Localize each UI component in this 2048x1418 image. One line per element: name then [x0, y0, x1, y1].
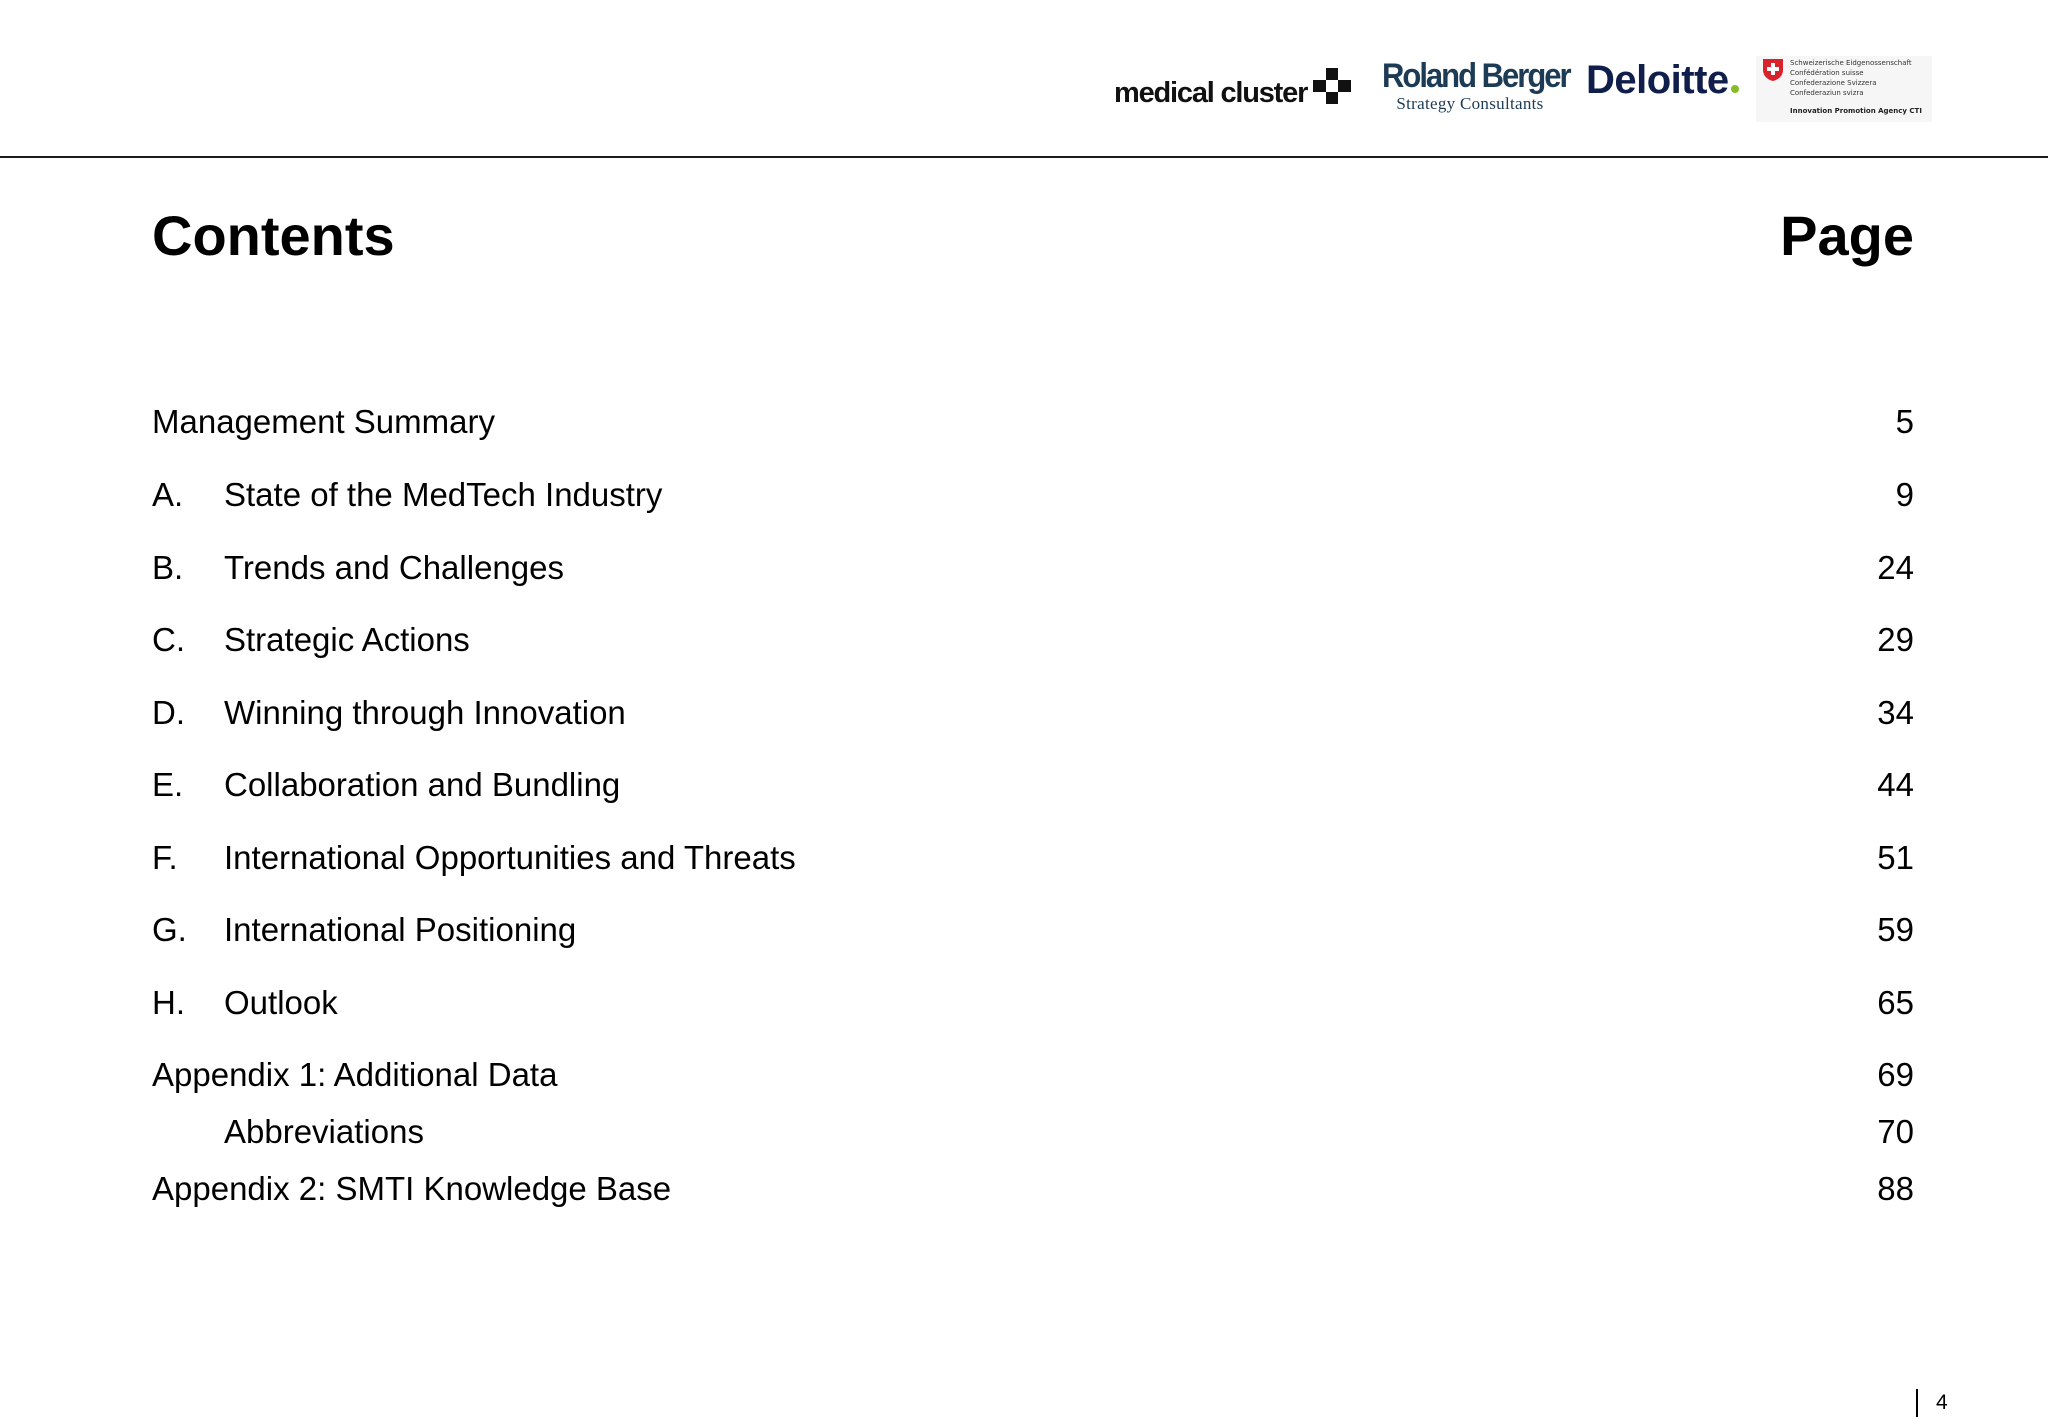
toc-page-number: 34: [1877, 694, 1914, 731]
roland-berger-name: Roland Berger: [1382, 55, 1570, 95]
toc-entry[interactable]: [152, 471, 1914, 519]
toc-page-number: 70: [1877, 1113, 1914, 1150]
toc-entry[interactable]: [152, 616, 1914, 664]
toc-letter: E.: [152, 766, 184, 803]
toc-letter: B.: [152, 549, 184, 586]
roland-berger-logo: [1382, 55, 1570, 113]
toc-page-number: 69: [1877, 1056, 1914, 1093]
toc-letter: C.: [152, 621, 185, 658]
toc-entry[interactable]: [152, 544, 1914, 592]
page-heading: Page: [1780, 204, 1914, 267]
swiss-confederation-lines: [1790, 58, 1912, 98]
toc-title: Outlook: [224, 984, 338, 1021]
swiss-shield-icon: [1762, 58, 1784, 82]
toc-title: Appendix 2: SMTI Knowledge Base: [152, 1170, 672, 1207]
swiss-line: Confederaziun svizra: [1790, 89, 1864, 97]
footer-divider: [1916, 1389, 1918, 1417]
toc-title: International Positioning: [224, 911, 577, 948]
toc-title: Management Summary: [152, 403, 495, 440]
toc-page-number: 59: [1877, 911, 1914, 948]
toc-entry[interactable]: [152, 834, 1914, 882]
toc-letter: D.: [152, 694, 185, 731]
contents-heading: Contents: [152, 204, 395, 267]
toc-title: Appendix 1: Additional Data: [152, 1056, 558, 1093]
header-divider: [0, 156, 2048, 158]
toc-page-number: 51: [1877, 839, 1914, 876]
toc-page-number: 65: [1877, 984, 1914, 1021]
toc-title: State of the MedTech Industry: [224, 476, 663, 513]
swiss-line: Confederazione Svizzera: [1790, 79, 1877, 87]
toc-entry[interactable]: [152, 1108, 1914, 1156]
toc-entry[interactable]: [152, 689, 1914, 737]
toc-title: Winning through Innovation: [224, 694, 626, 731]
toc-letter: G.: [152, 911, 187, 948]
toc-entry[interactable]: [152, 1165, 1914, 1213]
toc-page-number: 9: [1895, 476, 1914, 513]
medical-cluster-logo: [1114, 58, 1351, 108]
toc-entry[interactable]: [152, 979, 1914, 1027]
swiss-agency-name: Innovation Promotion Agency CTI: [1790, 107, 1922, 115]
toc-letter: F.: [152, 839, 178, 876]
toc-page-number: 24: [1877, 549, 1914, 586]
roland-berger-subtitle: Strategy Consultants: [1396, 94, 1544, 113]
toc-page-number: 5: [1895, 403, 1914, 440]
toc-page-number: 88: [1877, 1170, 1914, 1207]
toc-entry[interactable]: [152, 906, 1914, 954]
toc-title: Strategic Actions: [224, 621, 470, 658]
toc-title: Collaboration and Bundling: [224, 766, 621, 803]
header: [0, 0, 2048, 158]
toc-entry[interactable]: [152, 398, 1914, 446]
toc-letter: A.: [152, 476, 184, 513]
deloitte-logo: [1586, 60, 1739, 100]
deloitte-wordmark: Deloitte: [1586, 58, 1729, 102]
checker-mark-icon: [1313, 68, 1351, 104]
swiss-confederation-logo: [1756, 56, 1932, 122]
swiss-line: Schweizerische Eidgenossenschaft: [1790, 59, 1912, 67]
swiss-line: Confédération suisse: [1790, 69, 1864, 77]
toc-letter: H.: [152, 984, 185, 1021]
toc-title: Trends and Challenges: [224, 549, 564, 586]
toc-page-number: 29: [1877, 621, 1914, 658]
toc-page-number: 44: [1877, 766, 1914, 803]
toc-title: International Opportunities and Threats: [224, 839, 796, 876]
toc-title: Abbreviations: [224, 1113, 424, 1150]
toc-entry[interactable]: [152, 1051, 1914, 1099]
medical-cluster-wordmark: medical cluster: [1114, 77, 1308, 109]
toc-entry[interactable]: [152, 761, 1914, 809]
page-number: 4: [1936, 1391, 1948, 1414]
deloitte-dot-icon: [1731, 85, 1739, 93]
